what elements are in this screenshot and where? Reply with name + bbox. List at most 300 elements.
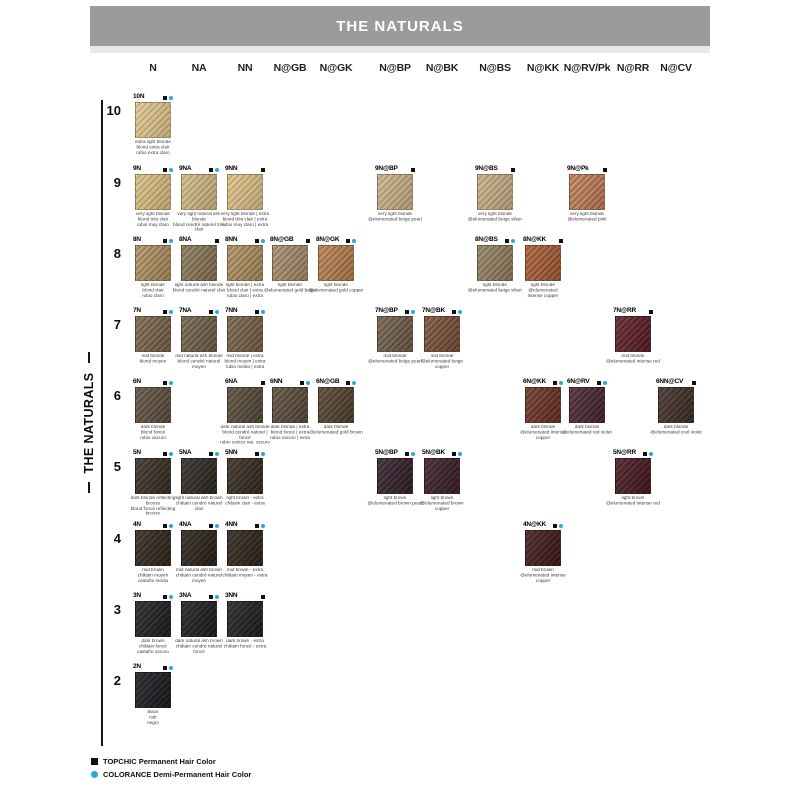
topchic-square-icon: [553, 524, 558, 529]
swatch-cell-4NA: [175, 520, 223, 588]
shade-code: 4N: [133, 521, 141, 528]
shade-code: 7NA: [179, 307, 192, 314]
topchic-square-icon: [346, 239, 351, 244]
column-header-N@RR: N@RR: [616, 62, 650, 74]
shade-description: dark blonde blond foncé rubio oscuro: [140, 425, 166, 441]
shade-code: 7N@BK: [422, 307, 446, 314]
product-line-marks: [649, 310, 654, 315]
topchic-square-icon: [597, 381, 602, 386]
column-header-NA: NA: [191, 62, 207, 74]
swatch-cell-7N@RR: [606, 306, 660, 368]
topchic-square-icon: [163, 239, 168, 244]
product-line-marks: [163, 239, 173, 244]
topchic-square-icon: [255, 239, 260, 244]
shade-code: 6NN@CV: [656, 378, 684, 385]
shade-code: 9NA: [179, 165, 192, 172]
product-line-marks: [300, 381, 310, 386]
row-number-2: 2: [113, 673, 121, 688]
hair-swatch-8N@BS[interactable]: [477, 245, 513, 281]
hair-swatch-3NN[interactable]: [227, 601, 263, 637]
product-line-marks: [209, 452, 219, 457]
shade-code: 8N@BS: [475, 236, 498, 243]
swatch-cell-4NN: [222, 520, 268, 582]
shade-description: very light natural ash blonde blond cendré naturel très clair: [173, 212, 225, 233]
shade-description: light natural ash blonde blond cendré naturel clair: [172, 283, 226, 293]
topchic-square-icon: [405, 452, 410, 457]
topchic-square-icon: [209, 452, 214, 457]
topchic-square-icon: [163, 381, 168, 386]
shade-description: extra light blonde blond extra clair rubio extra claro: [135, 140, 171, 156]
colorance-dot-icon: [261, 310, 265, 314]
shade-description: mid blonde @elumenated beige copper: [421, 354, 463, 370]
product-line-marks: [261, 381, 266, 386]
colorance-dot-icon: [603, 381, 607, 385]
hair-swatch-6NN@CV[interactable]: [658, 387, 694, 423]
shade-code: 6N: [133, 378, 141, 385]
shade-code: 6N@RV: [567, 378, 590, 385]
hair-swatch-6N@GB[interactable]: [318, 387, 354, 423]
swatch-cell-5N@BP: [367, 448, 423, 510]
hair-swatch-7N@RR[interactable]: [615, 316, 651, 352]
column-header-N@GK: N@GK: [319, 62, 353, 74]
colorance-dot-icon: [458, 310, 462, 314]
shade-code: 5N@BK: [422, 449, 446, 456]
shade-description: very light blonde blond très clair rubio muy claro: [135, 212, 171, 228]
hair-swatch-5N[interactable]: [135, 458, 171, 494]
hair-swatch-5NN[interactable]: [227, 458, 263, 494]
colorance-dot-icon: [649, 452, 653, 456]
product-line-marks: [261, 168, 266, 173]
swatch-cell-9N: [133, 164, 173, 232]
shade-description: mid brown - extra châtain moyen - extra: [222, 568, 268, 578]
chart-title: THE NATURALS: [336, 17, 464, 35]
colorance-dot-icon: [458, 452, 462, 456]
swatch-cell-3NA: [175, 591, 223, 659]
shade-code: 8NA: [179, 236, 192, 243]
topchic-square-icon: [91, 758, 98, 765]
topchic-square-icon: [163, 168, 168, 173]
shade-code: 8N@GB: [270, 236, 294, 243]
swatch-cell-6N@GB: [309, 377, 363, 439]
axis-tick-bottom: [88, 482, 90, 493]
colorance-dot-icon: [169, 381, 173, 385]
shade-description: dark blonde @elumenated red violet: [562, 425, 612, 435]
shade-code: 9N@BS: [475, 165, 498, 172]
shade-code: 6N@KK: [523, 378, 547, 385]
hair-swatch-4NA[interactable]: [181, 530, 217, 566]
product-line-marks: [643, 452, 653, 457]
swatch-cell-8NN: [225, 235, 265, 303]
topchic-square-icon: [306, 239, 311, 244]
hair-swatch-5NA[interactable]: [181, 458, 217, 494]
legend-topchic-label: TOPCHIC Permanent Hair Color: [103, 757, 216, 766]
colorance-dot-icon: [352, 239, 356, 243]
shade-description: very light blonde | extra blond très clair | extra rubio muy claro | extra: [220, 212, 270, 228]
shade-code: 8N@KK: [523, 236, 547, 243]
product-line-marks: [163, 168, 173, 173]
hair-swatch-3NA[interactable]: [181, 601, 217, 637]
hair-swatch-9N@BP[interactable]: [377, 174, 413, 210]
swatch-cell-6NN: [270, 377, 310, 445]
colorance-dot-icon: [169, 239, 173, 243]
shade-description: mid brown @elumenated intense copper: [520, 568, 566, 584]
swatch-cell-8N@KK: [523, 235, 563, 303]
hair-swatch-8N@GK[interactable]: [318, 245, 354, 281]
product-line-marks: [346, 239, 356, 244]
colorance-dot-icon: [169, 666, 173, 670]
product-line-marks: [511, 168, 516, 173]
product-line-marks: [163, 524, 173, 529]
swatch-cell-8N@BS: [467, 235, 523, 297]
shade-description: dark natural ash brown châtain cendré naturel foncé: [175, 639, 223, 655]
swatch-cell-5NN: [225, 448, 265, 510]
topchic-square-icon: [405, 310, 410, 315]
legend-colorance-label: COLORANCE Demi-Permanent Hair Color: [103, 770, 252, 779]
colorance-dot-icon: [169, 524, 173, 528]
shade-description: very light blonde @elumenated pink: [567, 212, 607, 222]
column-header-N: N: [149, 62, 157, 74]
topchic-square-icon: [255, 310, 260, 315]
topchic-square-icon: [215, 239, 220, 244]
swatch-cell-5N@RR: [606, 448, 660, 510]
colorance-dot-icon: [352, 381, 356, 385]
swatch-cell-7N@BP: [368, 306, 422, 368]
swatch-cell-9N@BP: [368, 164, 422, 226]
shade-description: mid natural ash blonde blond cendré naturel moyen: [175, 354, 223, 370]
shade-description: light brown - extra châtain clair - extra: [225, 496, 265, 506]
hair-swatch-8N@KK[interactable]: [525, 245, 561, 281]
swatch-cell-8NA: [172, 235, 226, 297]
topchic-square-icon: [346, 381, 351, 386]
topchic-square-icon: [559, 239, 564, 244]
shade-description: dark natural ash blonde blond cendré naturel | foncé rubio cenizo nat. oscuro: [220, 425, 270, 446]
colorance-dot-icon: [215, 524, 219, 528]
shade-code: 5N@RR: [613, 449, 637, 456]
swatch-cell-6NA: [220, 377, 270, 452]
topchic-square-icon: [505, 239, 510, 244]
hair-swatch-3N[interactable]: [135, 601, 171, 637]
swatch-cell-4N: [133, 520, 173, 588]
shade-code: 8N: [133, 236, 141, 243]
shade-code: 6N@GB: [316, 378, 340, 385]
product-line-marks: [405, 452, 415, 457]
swatch-cell-8N@GB: [263, 235, 317, 297]
shade-code: 9NN: [225, 165, 238, 172]
topchic-square-icon: [209, 168, 214, 173]
topchic-square-icon: [209, 524, 214, 529]
swatch-cell-3NN: [225, 591, 265, 653]
topchic-square-icon: [255, 524, 260, 529]
vertical-axis-label: THE NATURALS: [82, 372, 96, 474]
swatch-cell-5N: [130, 448, 176, 523]
product-line-marks: [452, 452, 462, 457]
row-number-9: 9: [113, 175, 121, 190]
row-number-6: 6: [113, 388, 121, 403]
product-line-marks: [255, 310, 265, 315]
shade-description: mid blonde @elumenated intense red: [606, 354, 660, 364]
swatch-cell-7NA: [175, 306, 223, 374]
hair-swatch-9NN[interactable]: [227, 174, 263, 210]
hair-swatch-6N[interactable]: [135, 387, 171, 423]
colorance-dot-icon: [215, 595, 219, 599]
swatch-cell-8N: [133, 235, 173, 303]
product-line-marks: [163, 381, 173, 386]
hair-swatch-6N@KK[interactable]: [525, 387, 561, 423]
swatch-cell-8N@GK: [308, 235, 364, 297]
shade-code: 3NN: [225, 592, 238, 599]
shade-description: dark blonde | extra blond foncé | extra rubio oscuro | extra: [270, 425, 310, 441]
shade-description: very light blonde @elumenated beige pearl: [368, 212, 422, 222]
column-header-N@GB: N@GB: [273, 62, 307, 74]
shade-description: light blonde | extra blond clair | extra rubio claro | extra: [225, 283, 265, 299]
product-line-marks: [452, 310, 462, 315]
shade-description: dark blonde @elumenated gold brown: [309, 425, 363, 435]
product-line-marks: [255, 452, 265, 457]
hair-swatch-7N@BK[interactable]: [424, 316, 460, 352]
legend-topchic: [91, 757, 216, 766]
hair-swatch-9N[interactable]: [135, 174, 171, 210]
shade-code: 8NN: [225, 236, 238, 243]
colorance-dot-icon: [261, 524, 265, 528]
topchic-square-icon: [209, 595, 214, 600]
row-number-10: 10: [106, 103, 121, 118]
shade-code: 4NA: [179, 521, 192, 528]
colorance-dot-icon: [169, 452, 173, 456]
shade-code: 4NN: [225, 521, 238, 528]
hair-swatch-5N@RR[interactable]: [615, 458, 651, 494]
shade-description: dark blonde @elumenated cool violet: [650, 425, 702, 435]
product-line-marks: [255, 239, 265, 244]
topchic-square-icon: [261, 595, 266, 600]
topchic-square-icon: [163, 666, 168, 671]
hair-swatch-4N@KK[interactable]: [525, 530, 561, 566]
row-number-4: 4: [113, 531, 121, 546]
product-line-marks: [163, 452, 173, 457]
shade-code: 7N@RR: [613, 307, 637, 314]
shade-code: 3NA: [179, 592, 192, 599]
colorance-dot-icon: [411, 310, 415, 314]
shade-code: 5N@BP: [375, 449, 398, 456]
row-number-5: 5: [113, 459, 121, 474]
topchic-square-icon: [209, 310, 214, 315]
row-number-8: 8: [113, 246, 121, 261]
shade-code: 7N@BP: [375, 307, 398, 314]
swatch-cell-7N@BK: [422, 306, 462, 374]
shade-code: 6NA: [225, 378, 238, 385]
product-line-marks: [692, 381, 697, 386]
topchic-square-icon: [603, 168, 608, 173]
colorance-dot-icon: [559, 381, 563, 385]
colorance-dot-icon: [169, 310, 173, 314]
shade-description: mid blonde @elumenated beige pearl: [368, 354, 422, 364]
hair-swatch-8NA[interactable]: [181, 245, 217, 281]
shade-description: mid blonde | extra blond moyen | extra rubio medio | extra: [224, 354, 266, 370]
column-header-N@RV/Pk: N@RV/Pk: [563, 62, 611, 74]
swatch-cell-9NN: [220, 164, 270, 232]
product-line-marks: [163, 310, 173, 315]
shade-description: light brown @elumenated brown copper: [420, 496, 464, 512]
topchic-square-icon: [452, 452, 457, 457]
shade-description: light natural ash brown châtain cendré naturel clair: [175, 496, 223, 512]
colorance-dot-icon: [91, 771, 98, 778]
row-axis-line: [101, 100, 103, 746]
swatch-cell-7N: [133, 306, 173, 368]
column-header-N@BK: N@BK: [425, 62, 459, 74]
colorance-dot-icon: [215, 310, 219, 314]
swatch-cell-6NN@CV: [650, 377, 702, 439]
hair-swatch-7NN[interactable]: [227, 316, 263, 352]
product-line-marks: [163, 595, 173, 600]
column-header-N@KK: N@KK: [526, 62, 560, 74]
shade-description: dark brown - extra châtain foncé - extra: [223, 639, 267, 649]
colorance-dot-icon: [411, 452, 415, 456]
swatch-cell-10N: [133, 92, 173, 160]
axis-tick-top: [88, 352, 90, 363]
product-line-marks: [215, 239, 220, 244]
colorance-dot-icon: [215, 452, 219, 456]
colorance-dot-icon: [261, 239, 265, 243]
hair-swatch-9N@BS[interactable]: [477, 174, 513, 210]
product-line-marks: [553, 524, 563, 529]
swatch-cell-9NA: [173, 164, 225, 239]
topchic-square-icon: [255, 452, 260, 457]
topchic-square-icon: [649, 310, 654, 315]
shade-code: 2N: [133, 663, 141, 670]
shade-code: 4N@KK: [523, 521, 547, 528]
hair-swatch-6NN[interactable]: [272, 387, 308, 423]
shade-code: 7N: [133, 307, 141, 314]
product-line-marks: [209, 524, 219, 529]
topchic-square-icon: [452, 310, 457, 315]
colorance-dot-icon: [215, 168, 219, 172]
shade-code: 5N: [133, 449, 141, 456]
topchic-square-icon: [511, 168, 516, 173]
shade-description: light blonde @elumenated intense copper: [527, 283, 559, 299]
hair-swatch-2N[interactable]: [135, 672, 171, 708]
shade-code: 3N: [133, 592, 141, 599]
topchic-square-icon: [300, 381, 305, 386]
product-line-marks: [597, 381, 607, 386]
shade-description: dark blonde reflecting bronze blond foncé reflecting bronze: [130, 496, 176, 517]
swatch-cell-5N@BK: [422, 448, 462, 516]
shade-code: 10N: [133, 93, 145, 100]
hair-swatch-10N[interactable]: [135, 102, 171, 138]
column-header-N@BS: N@BS: [479, 62, 511, 74]
swatch-cell-6N: [133, 377, 173, 445]
shade-code: 9N: [133, 165, 141, 172]
product-line-marks: [255, 524, 265, 529]
topchic-square-icon: [411, 168, 416, 173]
shade-description: dark blonde @elumenated intense copper: [520, 425, 566, 441]
product-line-marks: [559, 239, 564, 244]
product-line-marks: [209, 595, 219, 600]
topchic-square-icon: [163, 595, 168, 600]
hair-swatch-8N@GB[interactable]: [272, 245, 308, 281]
swatch-cell-6N@KK: [520, 377, 566, 445]
product-line-marks: [306, 239, 311, 244]
column-header-N@CV: N@CV: [660, 62, 692, 74]
product-line-marks: [209, 310, 219, 315]
hair-swatch-7N@BP[interactable]: [377, 316, 413, 352]
title-bar-underline: [90, 46, 710, 53]
product-line-marks: [505, 239, 515, 244]
chart-title-bar: [90, 6, 710, 46]
shade-description: light blonde @elumenated beige silver: [467, 283, 523, 293]
product-line-marks: [163, 666, 173, 671]
swatch-cell-9N@BS: [467, 164, 523, 226]
product-line-marks: [163, 96, 173, 101]
topchic-square-icon: [261, 168, 266, 173]
shade-code: 6NN: [270, 378, 283, 385]
hair-swatch-9NA[interactable]: [181, 174, 217, 210]
hair-swatch-4NN[interactable]: [227, 530, 263, 566]
product-line-marks: [553, 381, 563, 386]
topchic-square-icon: [261, 381, 266, 386]
shade-description: mid blonde blond moyen: [139, 354, 167, 364]
swatch-cell-2N: [133, 662, 173, 730]
topchic-square-icon: [692, 381, 697, 386]
colorance-dot-icon: [169, 96, 173, 100]
shade-code: 9N@Pk: [567, 165, 589, 172]
row-number-3: 3: [113, 602, 121, 617]
hair-swatch-9N@Pk[interactable]: [569, 174, 605, 210]
topchic-square-icon: [553, 381, 558, 386]
swatch-cell-3N: [133, 591, 173, 659]
shade-description: mid brown châtain moyen castaño medio: [137, 568, 169, 584]
topchic-square-icon: [163, 524, 168, 529]
swatch-cell-4N@KK: [520, 520, 566, 588]
column-header-N@BP: N@BP: [379, 62, 411, 74]
hair-swatch-8NN[interactable]: [227, 245, 263, 281]
swatch-cell-5NA: [175, 448, 223, 516]
shade-description: light brown @elumenated intense red: [606, 496, 660, 506]
product-line-marks: [603, 168, 608, 173]
topchic-square-icon: [643, 452, 648, 457]
colorance-dot-icon: [511, 239, 515, 243]
swatch-cell-7NN: [225, 306, 265, 374]
shade-description: light blonde @elumenated gold copper: [308, 283, 364, 293]
product-line-marks: [405, 310, 415, 315]
shade-description: mid natural ash brown châtain cendré naturel moyen: [175, 568, 223, 584]
topchic-square-icon: [163, 310, 168, 315]
swatch-cell-9N@Pk: [567, 164, 607, 226]
product-line-marks: [346, 381, 356, 386]
hair-swatch-6NA[interactable]: [227, 387, 263, 423]
hair-swatch-7N[interactable]: [135, 316, 171, 352]
shade-description: light blonde blond clair rubio claro: [141, 283, 165, 299]
hair-swatch-7NA[interactable]: [181, 316, 217, 352]
shade-code: 7NN: [225, 307, 238, 314]
hair-swatch-4N[interactable]: [135, 530, 171, 566]
swatch-cell-6N@RV: [562, 377, 612, 439]
hair-swatch-8N[interactable]: [135, 245, 171, 281]
product-line-marks: [209, 168, 219, 173]
legend-colorance: [91, 770, 251, 779]
colorance-dot-icon: [559, 524, 563, 528]
hair-swatch-5N@BK[interactable]: [424, 458, 460, 494]
colorance-dot-icon: [261, 452, 265, 456]
topchic-square-icon: [163, 96, 168, 101]
product-line-marks: [411, 168, 416, 173]
colorance-dot-icon: [306, 381, 310, 385]
row-number-7: 7: [113, 317, 121, 332]
hair-swatch-6N@RV[interactable]: [569, 387, 605, 423]
colorance-dot-icon: [169, 595, 173, 599]
hair-swatch-5N@BP[interactable]: [377, 458, 413, 494]
shade-description: light blonde @elumenated gold beige: [263, 283, 317, 293]
colorance-dot-icon: [169, 168, 173, 172]
shade-code: 9N@BP: [375, 165, 398, 172]
